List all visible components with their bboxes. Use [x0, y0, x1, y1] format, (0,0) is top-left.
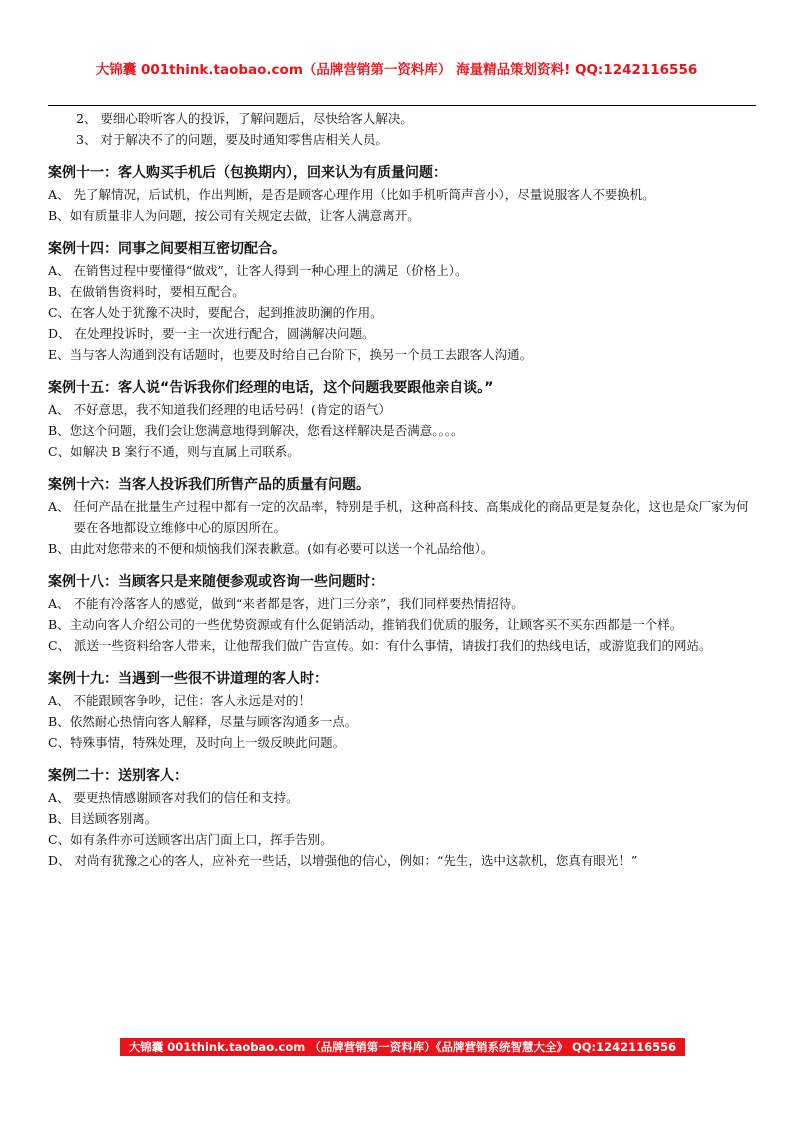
item-text: 如解决 B 案行不通，则与直属上司联系。: [70, 444, 300, 459]
item-marker: C、: [48, 832, 71, 847]
item-marker: D、: [48, 326, 75, 341]
item-text: 派送一些资料给客人带来，让他帮我们做广告宣传。如：有什么事情，请拔打我们的热线电话，或游览我们的网站。: [74, 638, 712, 653]
item-marker: C、: [48, 638, 75, 653]
item-text: 任何产品在批量生产过程中都有一定的次品率，特别是手机，这种高科技、高集成化的商品更是复杂化，这也是众厂家为何要在各地都设立维修中心的原因所在。: [73, 499, 749, 535]
item-text: 如有条件亦可送顾客出店门面上口，挥手告别。: [70, 832, 333, 847]
list-item: [48, 323, 760, 344]
item-marker: B、: [48, 423, 70, 438]
item-marker: C、: [48, 735, 71, 750]
item-marker: A、: [48, 790, 74, 805]
list-item: [48, 614, 760, 635]
list-item: [48, 281, 760, 302]
list-item: [48, 538, 760, 559]
item-marker: B、: [48, 284, 70, 299]
case-section: [48, 571, 760, 656]
item-marker: D、: [48, 853, 75, 868]
case-title: 案例十四：同事之间要相互密切配合。: [48, 241, 286, 257]
page-header-banner: 大锦囊 001think.taobao.com（品牌营销第一资料库） 海量精品策划资料! QQ:1242116556: [95, 62, 698, 78]
list-item: [48, 787, 760, 808]
case-section: [48, 474, 760, 559]
intro-line: 3、 对于解决不了的问题，要及时通知零售店相关人员。: [76, 132, 388, 147]
item-text: 目送顾客别离。: [69, 811, 158, 826]
item-marker: B、: [48, 541, 70, 556]
list-item: [48, 205, 760, 226]
item-marker: A、: [48, 187, 74, 202]
item-marker: A、: [48, 402, 74, 417]
item-text: 对尚有犹豫之心的客人，应补充一些话，以增强他的信心，例如：“先生，选中这款机，您真有眼光！”: [74, 853, 638, 868]
list-item: [48, 260, 760, 281]
list-item: [48, 711, 760, 732]
item-text: 不能跟顾客争吵，记住：客人永远是对的！: [73, 693, 312, 708]
item-marker: C、: [48, 305, 71, 320]
item-marker: C、: [48, 444, 71, 459]
case-section: [48, 377, 760, 462]
item-text: 您这个问题，我们会让您满意地得到解决，您看这样解决是否满意。。。。: [69, 423, 464, 438]
item-text: 由此对您带来的不便和烦恼我们深表歉意。(如有必要可以送一个礼品给他）。: [69, 541, 494, 556]
case-section: [48, 238, 760, 365]
list-item: [48, 420, 760, 441]
case-section: [48, 162, 760, 226]
page-footer-banner: 大锦囊 001think.taobao.com （品牌营销第一资料库）《品牌营销系统智慧大全》 QQ:1242116556: [120, 1038, 685, 1056]
item-text: 不能有冷落客人的感觉，做到“来者都是客，进门三分亲”，我们同样要热情招待。: [73, 596, 524, 611]
list-item: [48, 344, 760, 365]
case-title: 案例十五：客人说“告诉我你们经理的电话，这个问题我要跟他亲自谈。”: [48, 380, 494, 396]
intro-line: 2、 要细心聆听客人的投诉，了解问题后，尽快给客人解决。: [76, 111, 413, 126]
item-text: 如有质量非人为问题，按公司有关规定去做，让客人满意离开。: [69, 208, 420, 223]
item-marker: A、: [48, 596, 74, 611]
item-marker: E、: [48, 347, 70, 362]
list-item: [48, 829, 760, 850]
list-item: [48, 808, 760, 829]
list-item: [48, 302, 760, 323]
list-item: [48, 690, 760, 711]
header-divider: [48, 105, 756, 106]
item-text: 先了解情况，后试机，作出判断，是否是顾客心理作用（比如手机听筒声音小），尽量说服客人不要换机。: [73, 187, 655, 202]
case-section: [48, 668, 760, 753]
list-item: [48, 496, 760, 538]
item-text: 当与客人沟通到没有话题时，也要及时给自己台阶下，换另一个员工去跟客人沟通。: [69, 347, 533, 362]
list-item: [48, 593, 760, 614]
case-title: 案例十一：客人购买手机后（包换期内），回来认为有质量问题：: [48, 165, 447, 181]
item-text: 特殊事情，特殊处理，及时向上一级反映此问题。: [70, 735, 346, 750]
item-text: 在做销售资料时，要相互配合。: [69, 284, 245, 299]
item-marker: B、: [48, 714, 70, 729]
case-title: 案例十九：当遇到一些很不讲道理的客人时：: [48, 671, 328, 687]
document-body: [48, 108, 760, 871]
item-marker: A、: [48, 499, 74, 514]
item-text: 不好意思，我不知道我们经理的电话号码！(肯定的语气）: [73, 402, 391, 417]
case-section: [48, 765, 760, 871]
item-marker: A、: [48, 263, 74, 278]
item-text: 要更热情感谢顾客对我们的信任和支持。: [73, 790, 299, 805]
item-text: 在客人处于犹豫不决时，要配合，起到推波助澜的作用。: [70, 305, 383, 320]
list-item: [48, 184, 760, 205]
item-marker: B、: [48, 208, 70, 223]
list-item: [48, 399, 760, 420]
item-text: 在处理投诉时，要一主一次进行配合，圆满解决问题。: [74, 326, 375, 341]
list-item: [48, 850, 760, 871]
list-item: [48, 635, 760, 656]
item-marker: B、: [48, 811, 70, 826]
item-marker: A、: [48, 693, 74, 708]
case-title: 案例二十：送别客人：: [48, 768, 188, 784]
case-title: 案例十八：当顾客只是来随便参观或咨询一些问题时：: [48, 574, 384, 590]
item-text: 在销售过程中要懂得“做戏”，让客人得到一种心理上的满足（价格上）。: [73, 263, 468, 278]
item-text: 依然耐心热情向客人解释，尽量与顾客沟通多一点。: [69, 714, 358, 729]
list-item: [48, 441, 760, 462]
item-marker: B、: [48, 617, 70, 632]
list-item: [48, 732, 760, 753]
item-text: 主动向客人介绍公司的一些优势资源或有什么促销活动，推销我们优质的服务，让顾客买不买东西都是一个样。: [69, 617, 683, 632]
case-title: 案例十六：当客人投诉我们所售产品的质量有问题。: [48, 477, 370, 493]
